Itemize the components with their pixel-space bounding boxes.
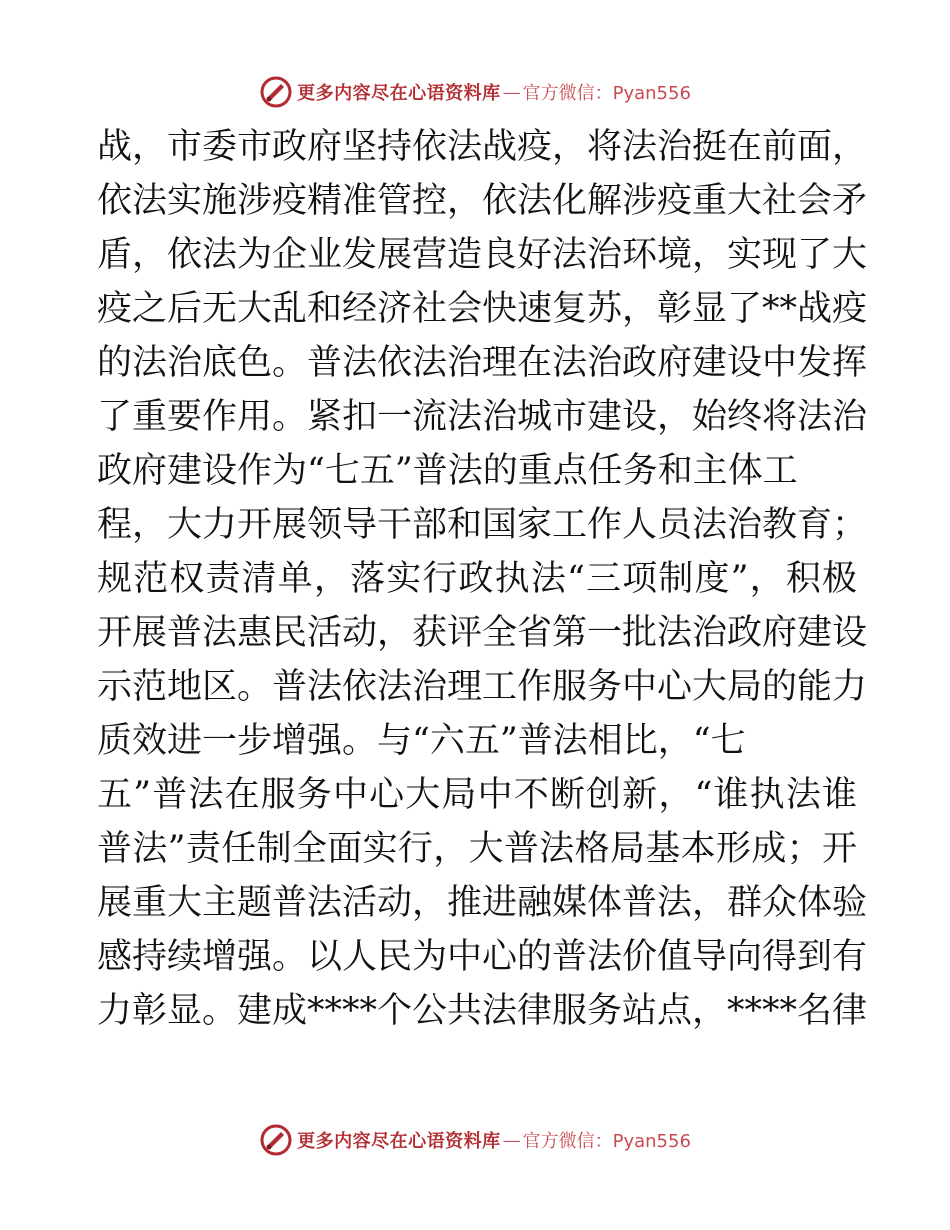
- text-line: 依法实施涉疫精准管控，依法化解涉疫重大社会矛: [97, 181, 868, 221]
- text-line: 示范地区。普法依法治理工作服务中心大局的能力: [97, 667, 868, 707]
- text-line: 规范权责清单，落实行政执法“三项制度”，积极: [97, 559, 857, 599]
- document-body: [97, 120, 868, 1038]
- banner-contact-text: 官方微信：Pyan556: [522, 1131, 691, 1152]
- text-line: 了重要作用。紧扣一流法治城市建设，始终将法治: [97, 397, 868, 437]
- text-line: 展重大主题普法活动，推进融媒体普法，群众体验: [97, 883, 868, 923]
- text-line: 盾，依法为企业发展营造良好法治环境，实现了大: [97, 235, 868, 275]
- text-line: 疫之后无大乱和经济社会快速复苏，彰显了**战疫: [97, 289, 868, 329]
- text-line: 政府建设作为“七五”普法的重点任务和主体工: [97, 451, 798, 491]
- brand-logo-icon: [259, 1123, 293, 1157]
- text-line: 力彰显。建成****个公共法律服务站点，****名律: [97, 991, 868, 1031]
- banner-dash: —: [502, 1129, 521, 1151]
- header-banner[interactable]: [0, 72, 950, 112]
- text-line: 五”普法在服务中心大局中不断创新，“谁执法谁: [97, 775, 857, 815]
- text-line: 开展普法惠民活动，获评全省第一批法治政府建设: [97, 613, 868, 653]
- text-line: 感持续增强。以人民为中心的普法价值导向得到有: [97, 937, 868, 977]
- banner-brand-text: 更多内容尽在心语资料库: [297, 83, 501, 104]
- text-line: 质效进一步增强。与“六五”普法相比，“七: [97, 721, 746, 761]
- text-line: 程，大力开展领导干部和国家工作人员法治教育；: [97, 505, 868, 545]
- brand-logo-icon: [259, 75, 293, 109]
- banner-contact-text: 官方微信：Pyan556: [522, 83, 691, 104]
- text-line: 的法治底色。普法依法治理在法治政府建设中发挥: [97, 343, 868, 383]
- banner-brand-text: 更多内容尽在心语资料库: [297, 1131, 501, 1152]
- footer-banner[interactable]: [0, 1120, 950, 1160]
- banner-dash: —: [502, 81, 521, 103]
- text-line: 普法”责任制全面实行，大普法格局基本形成；开: [97, 829, 857, 869]
- text-line: 战，市委市政府坚持依法战疫，将法治挺在前面，: [97, 127, 868, 167]
